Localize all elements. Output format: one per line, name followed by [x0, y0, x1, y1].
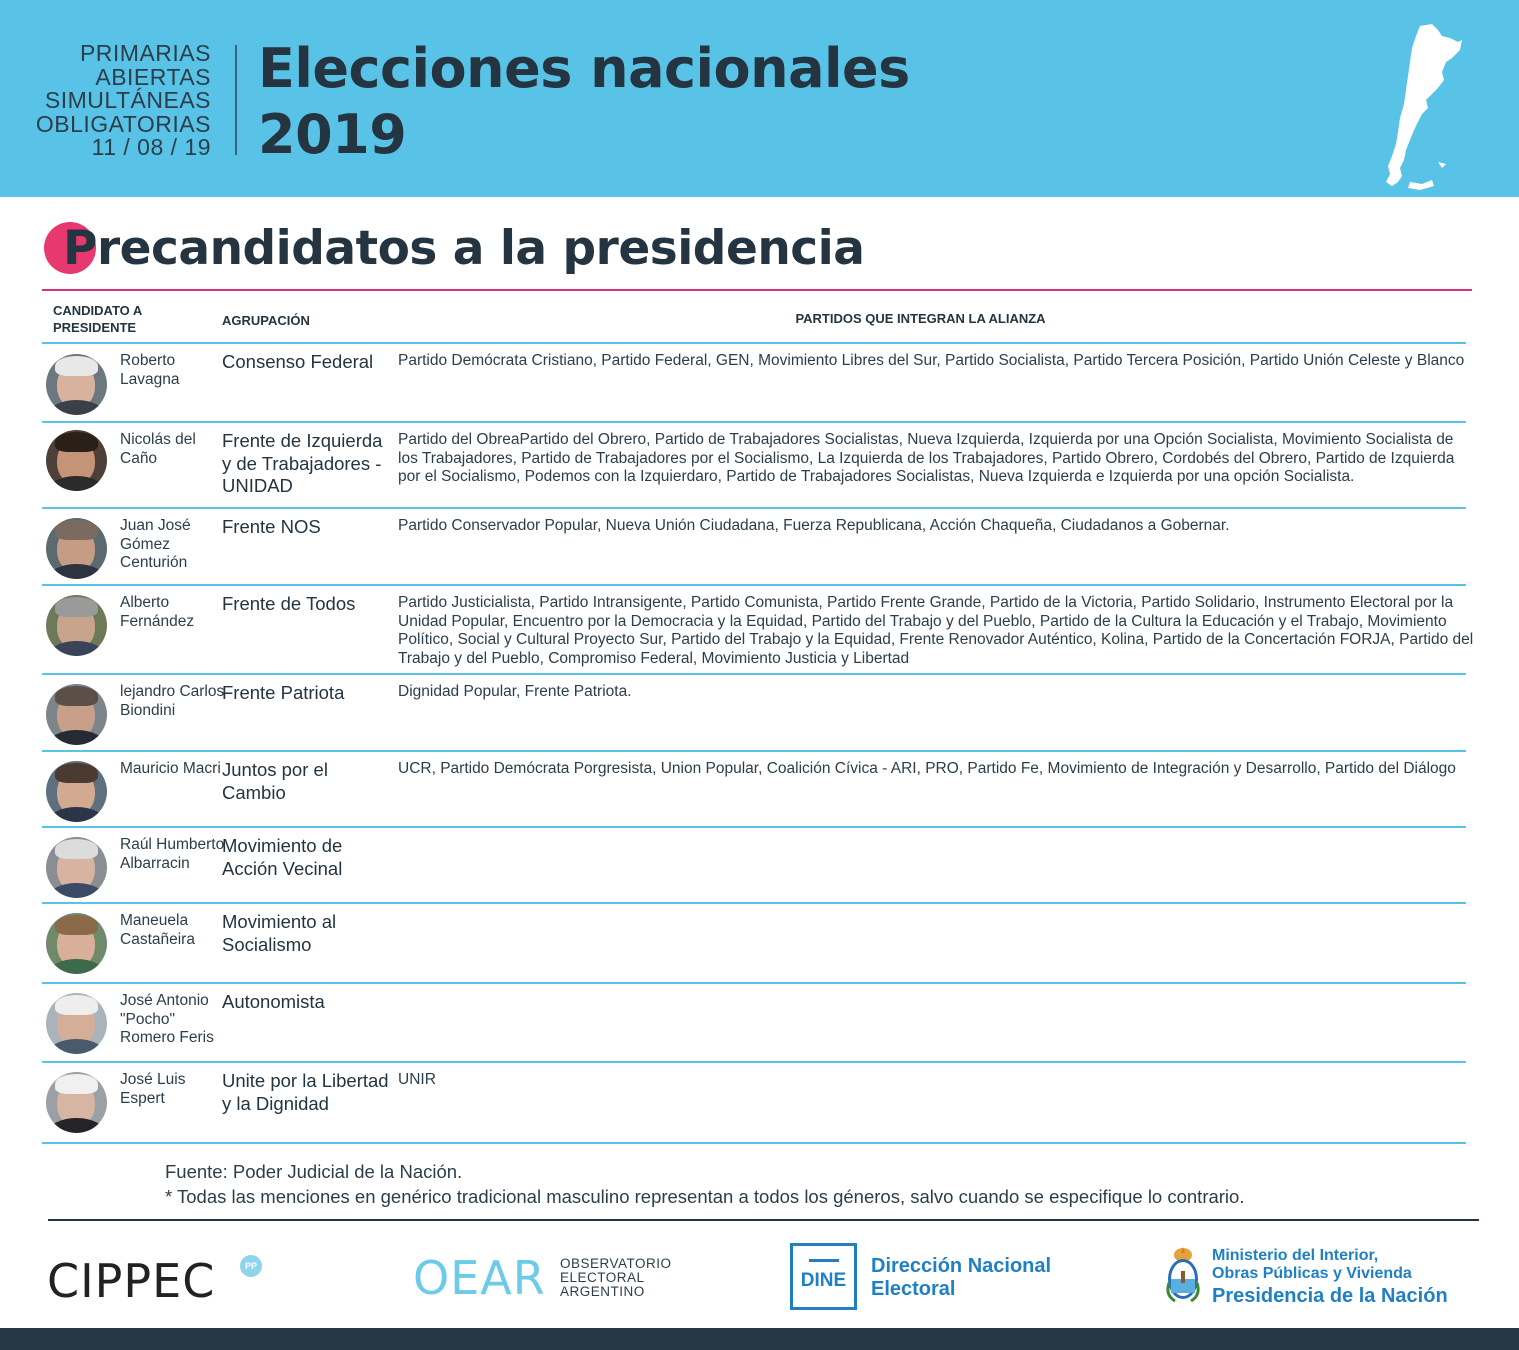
- paso-line: ABIERTAS: [95, 63, 211, 90]
- column-header-candidate: CANDIDATO A PRESIDENTE: [53, 303, 142, 335]
- candidate-name: Nicolás del Caño: [120, 431, 196, 467]
- group-name: Consenso Federal: [222, 351, 374, 372]
- presidency-line: Presidencia de la Nación: [1212, 1285, 1448, 1307]
- dine-bar: [809, 1259, 839, 1262]
- ministry-name: [1212, 1247, 1448, 1309]
- table-row: [42, 902, 1466, 983]
- party-list: Partido Conservador Popular, Nueva Unión Ciudadana, Fuerza Republicana, Acción Chaqueña, Ciudadanos a Gobernar.: [398, 517, 1230, 534]
- ministry-line: Ministerio del Interior,: [1212, 1247, 1379, 1264]
- group-name: Frente NOS: [222, 516, 321, 537]
- ministry-line: Obras Públicas y Vivienda: [1212, 1265, 1412, 1282]
- party-list: UCR, Partido Demócrata Porgresista, Union Popular, Coalición Cívica - ARI, PRO, Partido Fe, Movimiento de Integración y Desarrollo, Partido del Diálogo: [398, 760, 1456, 777]
- source-note: Fuente: Poder Judicial de la Nación.: [165, 1161, 463, 1182]
- dine-logo: [790, 1243, 857, 1310]
- candidate-name: Roberto Lavagna: [120, 352, 180, 388]
- party-list: Partido del ObreaPartido del Obrero, Partido de Trabajadores Socialistas, Nueva Izquierda, Izquierda por una Opción Socialista, Movimiento Socialista de los Trabajadores, Partido de Trabajadores por el Socialismo, La Izquierda de los Trabajadores, Partido Obrero, Cordobés del Obrero, Partido de Izquierda por el Socialismo, Podemos con la Izquierdaro, Partido de Trabajadores Socialistas, Nueva Izquierda e Izquierda por una opción Socialista.: [398, 431, 1455, 485]
- group-name: Juntos por el Cambio: [222, 759, 328, 803]
- dine-line: Dirección Nacional: [871, 1255, 1052, 1277]
- footnotes: [165, 1159, 1244, 1209]
- avatar: [46, 595, 107, 656]
- header-divider: [235, 45, 237, 155]
- table-row: [42, 750, 1466, 827]
- candidate-name: Alberto Fernández: [120, 594, 195, 630]
- group-name: Movimiento al Socialismo: [222, 911, 337, 955]
- dine-line: Electoral: [871, 1278, 956, 1300]
- candidate-name: José Antonio "Pocho" Romero Feris: [120, 992, 214, 1046]
- candidate-name: Maneuela Castañeira: [120, 912, 195, 948]
- header-band: [0, 0, 1519, 197]
- avatar: [46, 761, 107, 822]
- section-heading: [44, 219, 864, 279]
- oear-line: ELECTORAL: [560, 1270, 645, 1285]
- oear-line: ARGENTINO: [560, 1284, 645, 1299]
- candidate-name: José Luis Espert: [120, 1071, 186, 1107]
- argentina-map-icon: [1380, 22, 1470, 192]
- avatar: [46, 684, 107, 745]
- candidate-name: Juan José Gómez Centurión: [120, 517, 191, 571]
- avatar: [46, 993, 107, 1054]
- table-row: [42, 826, 1466, 903]
- column-header-group: AGRUPACIÓN: [222, 313, 310, 328]
- group-name: Frente de Todos: [222, 593, 356, 614]
- avatar: [46, 913, 107, 974]
- candidate-name: Raúl Humberto Albarracin: [120, 836, 225, 872]
- column-header-parties: PARTIDOS QUE INTEGRAN LA ALIANZA: [795, 311, 1046, 326]
- paso-line: OBLIGATORIAS: [35, 110, 211, 137]
- party-list: Partido Justicialista, Partido Intransigente, Partido Comunista, Partido Frente Grande, Partido de la Victoria, Partido Solidario, Instrumento Electoral por la Unidad Popular, Encuentro por la Democracia y la Equidad, Partido del Trabajo y del Pueblo, Partido de la Cultura la Educación y el Trabajo, Movimiento Político, Social y Cultural Proyecto Sur, Partido del Trabajo y la Equidad, Frente Renovador Auténtico, Kolina, Partido de la Concertación FORJA, Partido del Trabajo y del Pueblo, Compromiso Federal, Movimiento Justicia y Libertad: [398, 594, 1474, 667]
- paso-date: 11 / 08 / 19: [91, 134, 211, 160]
- table-row: [42, 507, 1466, 585]
- party-list: UNIR: [398, 1071, 436, 1088]
- paso-line: PRIMARIAS: [79, 40, 211, 66]
- paso-line: SIMULTÁNEAS: [44, 87, 211, 113]
- group-name: Frente Patriota: [222, 682, 345, 703]
- cippec-logo: CIPPEC: [47, 1254, 216, 1308]
- dine-logo-text: DINE: [800, 1270, 847, 1291]
- group-name: Frente de Izquierda y de Trabajadores - UNIDAD: [222, 430, 383, 496]
- title-line-1: Elecciones nacionales: [258, 37, 910, 100]
- group-name: Unite por la Libertad y la Dignidad: [222, 1070, 389, 1114]
- section-title: Precandidatos a la presidencia: [63, 221, 865, 276]
- oear-subtitle: [560, 1257, 672, 1299]
- table-row: [42, 1061, 1466, 1143]
- table-row: [42, 982, 1466, 1062]
- oear-logo: OEAR: [413, 1251, 546, 1305]
- avatar: [46, 837, 107, 898]
- candidate-name: Mauricio Macri: [120, 760, 221, 777]
- avatar: [46, 354, 107, 415]
- group-name: Autonomista: [222, 991, 325, 1012]
- oear-line: OBSERVATORIO: [560, 1256, 672, 1271]
- title-line-2: 2019: [258, 103, 407, 166]
- table-row: [42, 584, 1474, 674]
- table-row: [42, 421, 1466, 508]
- coat-of-arms-icon: [1163, 1245, 1203, 1305]
- group-name: Movimiento de Acción Vecinal: [222, 835, 343, 879]
- section-rule: [42, 289, 1472, 291]
- table-row: [42, 342, 1466, 422]
- footer-rule: [48, 1219, 1479, 1221]
- candidate-name: lejandro Carlos Biondini: [120, 683, 225, 719]
- dine-name: [871, 1255, 1051, 1301]
- avatar: [46, 1072, 107, 1133]
- page-title: [258, 36, 910, 168]
- table-row: [42, 673, 1466, 751]
- party-list: Dignidad Popular, Frente Patriota.: [398, 683, 632, 700]
- party-list: Partido Demócrata Cristiano, Partido Federal, GEN, Movimiento Libres del Sur, Partido Socialista, Partido Tercera Posición, Partido Unión Celeste y Blanco: [398, 352, 1465, 369]
- cippec-badge-icon: PP: [240, 1255, 262, 1277]
- avatar: [46, 518, 107, 579]
- table-bottom-rule: [42, 1142, 1466, 1144]
- bottom-bar: [0, 1328, 1519, 1350]
- avatar: [46, 430, 107, 491]
- paso-label: [36, 42, 211, 160]
- gender-note: * Todas las menciones en genérico tradicional masculino representan a todos los géneros, salvo cuando se especifique lo contrario.: [165, 1186, 1245, 1207]
